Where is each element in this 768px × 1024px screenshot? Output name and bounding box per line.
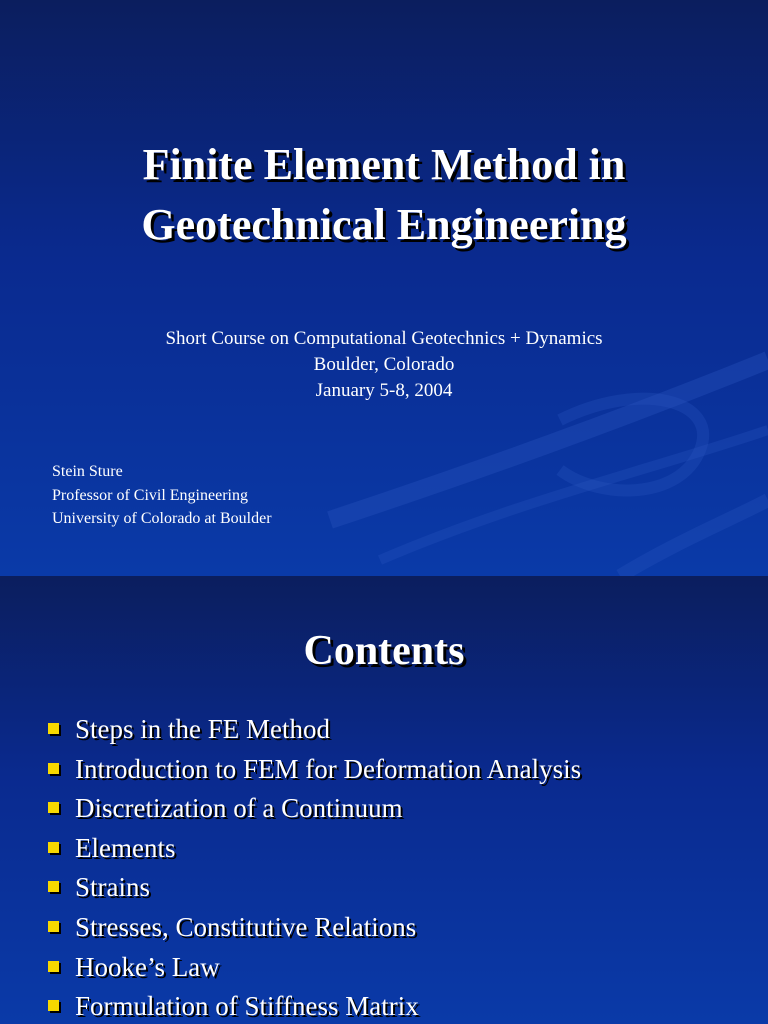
list-item-text: Strains: [75, 872, 151, 903]
list-item: [46, 829, 581, 869]
slide-title: [0, 135, 768, 255]
square-bullet-icon: [48, 881, 59, 892]
square-bullet-icon: [48, 763, 59, 774]
list-item: [46, 948, 581, 988]
course-date: January 5-8, 2004: [315, 380, 453, 401]
list-item-text: Formulation of Stiffness Matrix: [75, 991, 419, 1022]
square-bullet-icon: [48, 961, 59, 972]
course-name: Short Course on Computational Geotechnics + Dynamics: [165, 328, 603, 349]
title-line-2: Geotechnical Engineering: [141, 200, 627, 249]
course-location: Boulder, Colorado: [313, 354, 455, 375]
list-item: [46, 789, 581, 829]
square-bullet-icon: [48, 1000, 59, 1011]
square-bullet-icon: [48, 842, 59, 853]
list-item-text: Hooke’s Law: [75, 951, 220, 982]
square-bullet-icon: [48, 802, 59, 813]
contents-slide: [0, 576, 768, 1024]
list-item-text: Steps in the FE Method: [75, 714, 330, 744]
list-item: [46, 987, 581, 1024]
author-position: Professor of Civil Engineering: [52, 486, 248, 504]
list-item-text: Stresses, Constitutive Relations: [75, 911, 417, 942]
title-line-1: Finite Element Method in: [142, 140, 626, 189]
course-info: [0, 326, 768, 404]
list-item: [46, 750, 581, 790]
author-affiliation: University of Colorado at Boulder: [52, 510, 272, 527]
list-item: [46, 710, 581, 750]
list-item: [46, 868, 581, 908]
author-info: [52, 460, 272, 531]
list-item: [46, 908, 581, 948]
list-item-text: Discretization of a Continuum: [75, 793, 403, 824]
square-bullet-icon: [48, 723, 59, 734]
list-item-text: Introduction to FEM for Deformation Analysis: [75, 753, 582, 784]
contents-list: [46, 710, 581, 1024]
contents-title: Contents: [303, 628, 465, 674]
square-bullet-icon: [48, 921, 59, 932]
list-item-text: Elements: [75, 832, 176, 863]
author-name: Stein Sture: [52, 463, 123, 480]
